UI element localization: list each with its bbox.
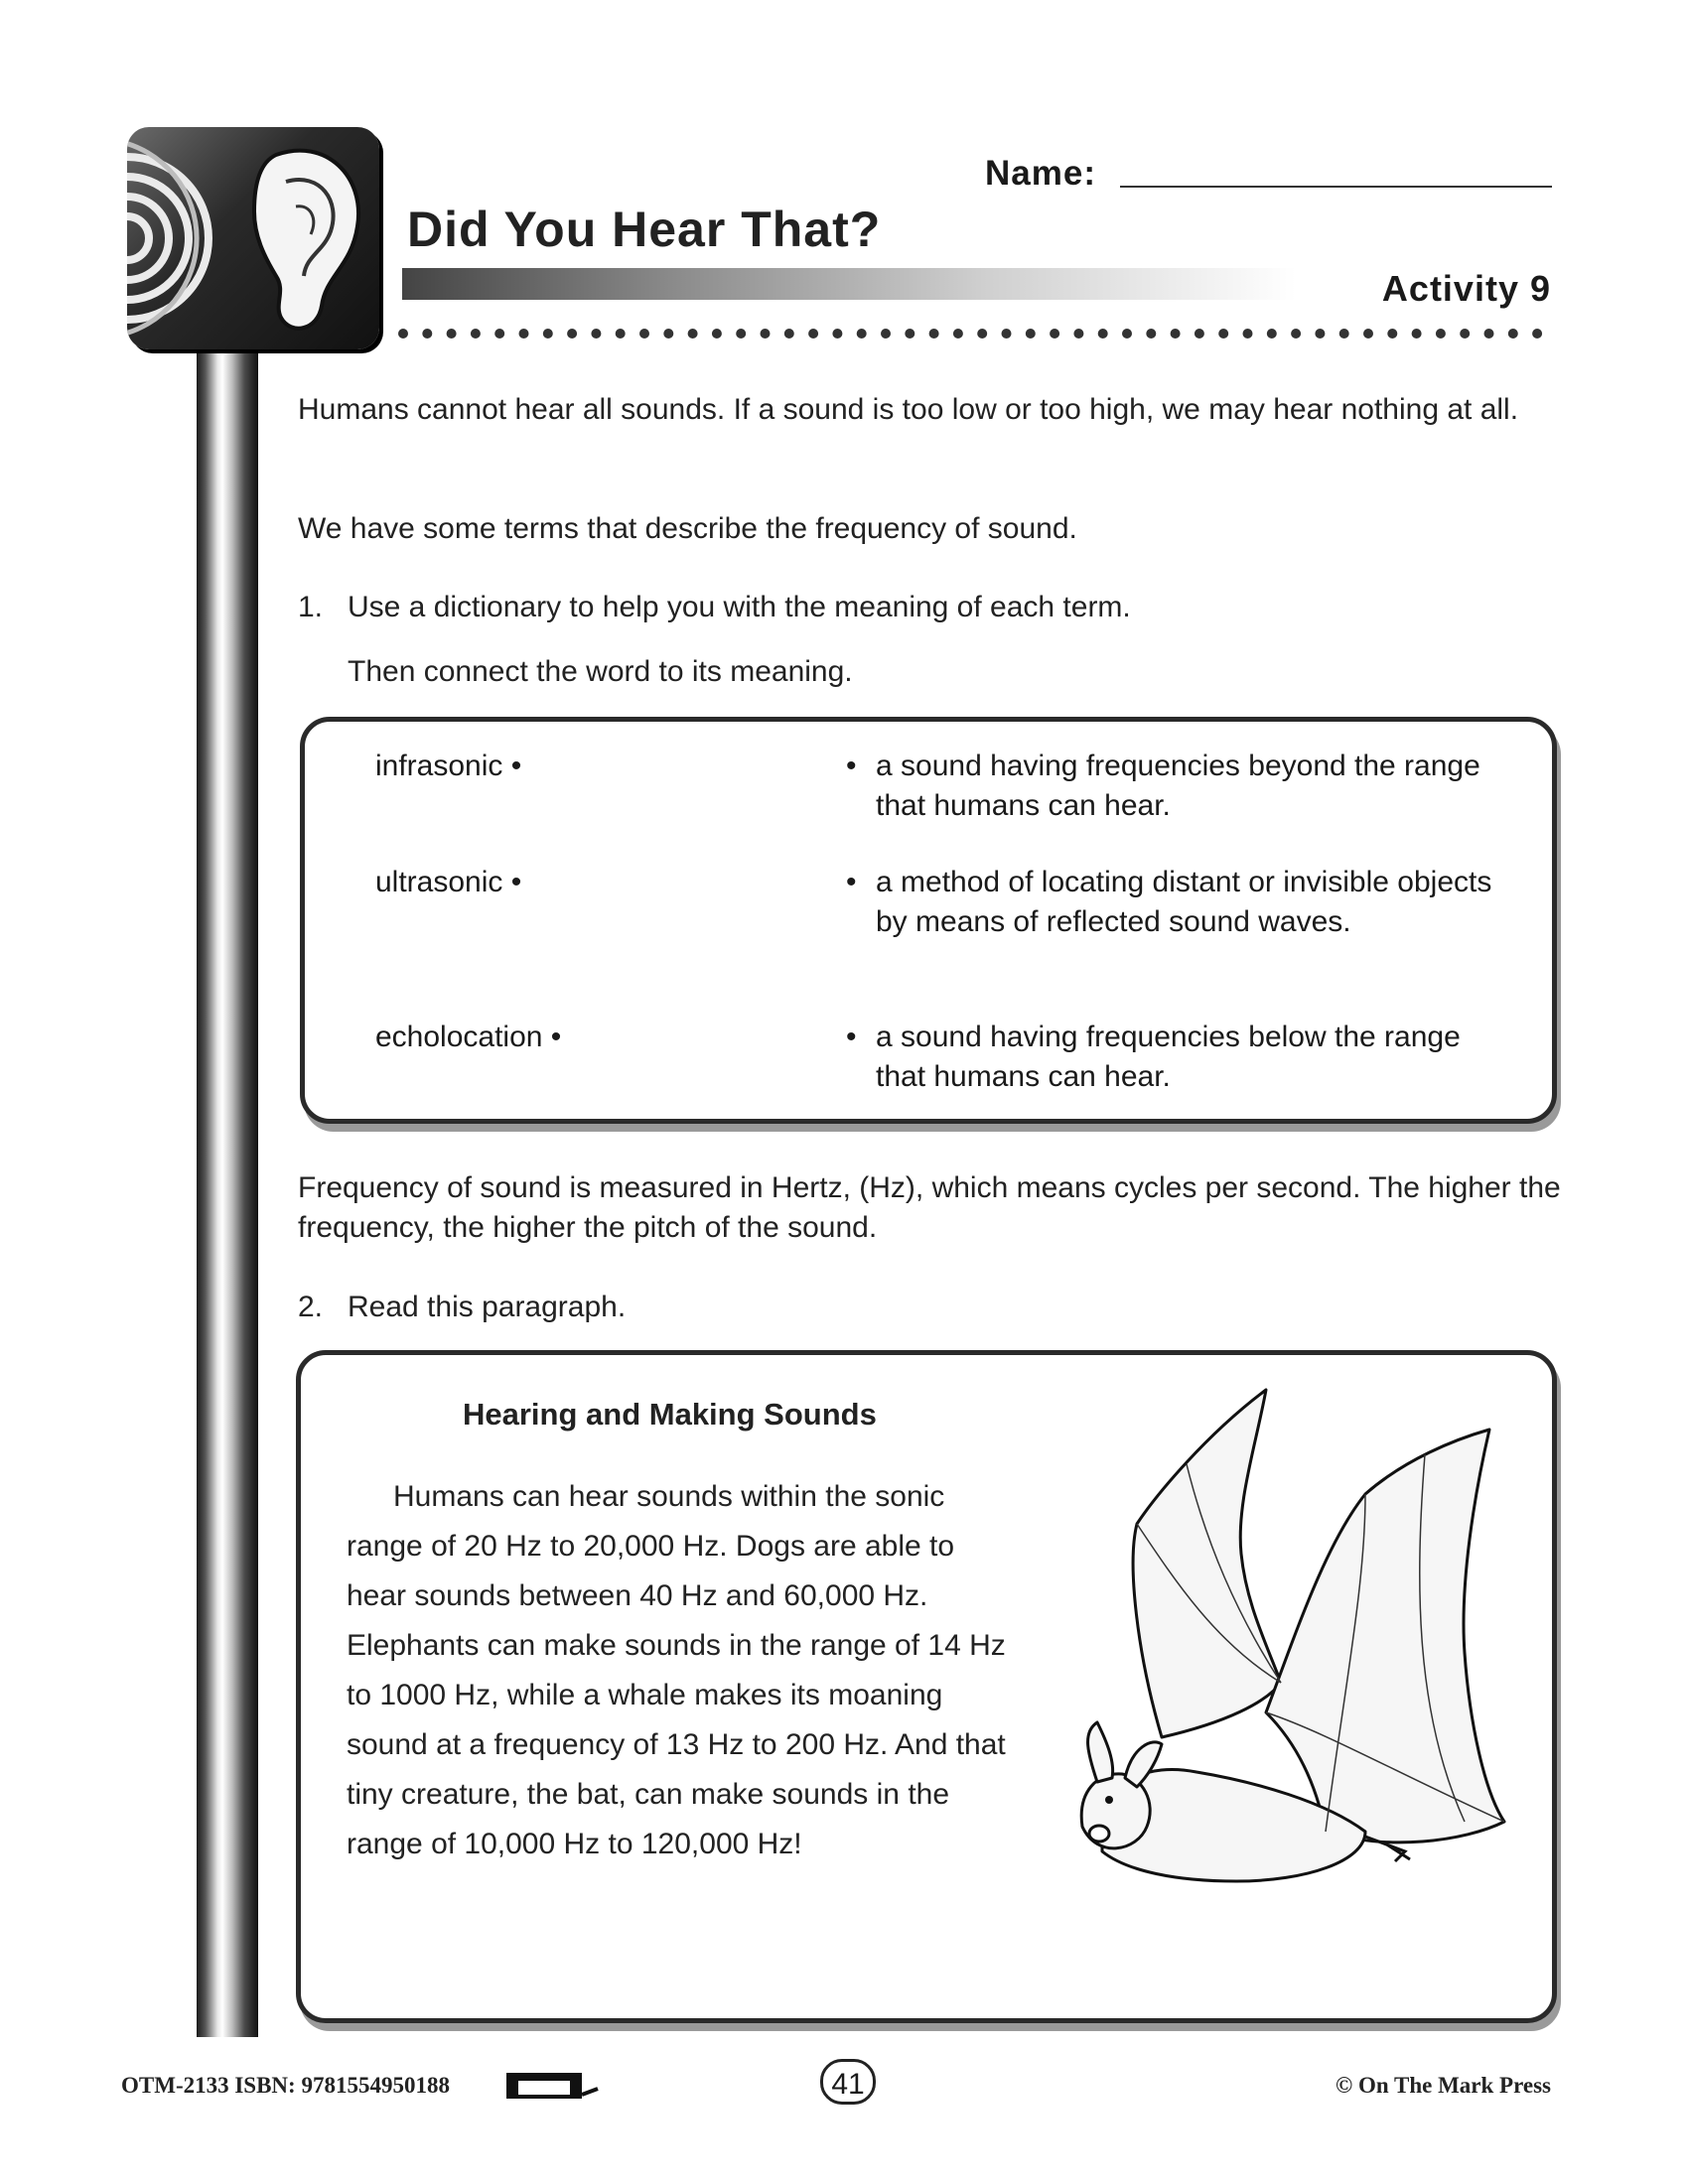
divider-dot (1073, 329, 1083, 339)
divider-dot (857, 329, 867, 339)
divider-dot (1412, 329, 1422, 339)
sound-wave-ear-icon (127, 127, 379, 349)
divider-dot (784, 329, 794, 339)
divider-dot (398, 329, 408, 339)
divider-dot (1243, 329, 1253, 339)
divider-dot (808, 329, 818, 339)
divider-dot (881, 329, 891, 339)
divider-dot (471, 329, 481, 339)
divider-dot (1363, 329, 1373, 339)
definition-3[interactable] (846, 1018, 1501, 1097)
divider-dot (1484, 329, 1494, 339)
page-title: Did You Hear That? (407, 202, 882, 257)
divider-dot (639, 329, 649, 339)
divider-dot (1122, 329, 1132, 339)
divider-dot (1146, 329, 1156, 339)
divider-dot (1026, 329, 1036, 339)
bullet-dot-icon: • (846, 750, 857, 782)
divider-dot (929, 329, 939, 339)
story-paragraph: Humans can hear sounds within the sonic range of 20 Hz to 20,000 Hz. Dogs are able to hear sounds between 40 Hz and 60,000 Hz. Elephants can make sounds in the range of 14 Hz to 1000 Hz, while a whale makes its moaning sound at a frequency of 13 Hz to 200 Hz. And that tiny creature, the bat, can make sounds in the range of 10,000 Hz to 120,000 Hz! (347, 1480, 1006, 1860)
question-1-number: 1. (298, 591, 324, 623)
term-echolocation[interactable]: echolocation • (375, 1021, 562, 1053)
divider-dot (1002, 329, 1012, 339)
divider-dot (712, 329, 722, 339)
bullet-dot-icon: • (846, 866, 857, 898)
divider-dot (1339, 329, 1349, 339)
divider-dot (616, 329, 626, 339)
term-ultrasonic[interactable]: ultrasonic • (375, 866, 522, 898)
question-1-subtext: Then connect the word to its meaning. (348, 655, 853, 688)
term-infrasonic[interactable]: infrasonic • (375, 750, 522, 782)
divider-dot (494, 329, 504, 339)
definition-2[interactable] (846, 863, 1501, 942)
story-title: Hearing and Making Sounds (463, 1397, 877, 1432)
frequency-note: Frequency of sound is measured in Hertz, (Hz), which means cycles per second. The higher the frequency, the higher the pitch of the sound. (298, 1171, 1561, 1244)
page-number: 41 (820, 2059, 876, 2105)
divider-dot (1171, 329, 1181, 339)
divider-dot (1508, 329, 1518, 339)
divider-dot (1315, 329, 1325, 339)
divider-dot (1195, 329, 1204, 339)
question-2-text: Read this paragraph. (348, 1291, 627, 1323)
divider-dot (761, 329, 771, 339)
divider-dot (736, 329, 746, 339)
footer-isbn: OTM-2133 ISBN: 9781554950188 (121, 2073, 450, 2098)
definition-1-text: a sound having frequencies beyond the range that humans can hear. (876, 750, 1480, 822)
copyright: © On The Mark Press (1336, 2073, 1551, 2098)
divider-dot (832, 329, 842, 339)
divider-dot (1387, 329, 1397, 339)
divider-dot (519, 329, 529, 339)
question-1-text: Use a dictionary to help you with the meaning of each term. (348, 591, 1131, 623)
divider-dot (905, 329, 914, 339)
ear-logo (127, 127, 379, 349)
divider-dot (422, 329, 432, 339)
divider-dot (1267, 329, 1277, 339)
divider-dot (567, 329, 577, 339)
divider-dot (663, 329, 673, 339)
book-icon (504, 2069, 600, 2103)
bullet-dot-icon: • (846, 1021, 857, 1053)
divider-dot (1532, 329, 1542, 339)
activity-label: Activity 9 (1381, 268, 1551, 309)
divider-dot (1050, 329, 1059, 339)
definition-2-text: a method of locating distant or invisible objects by means of reflected sound waves. (876, 866, 1492, 938)
dotted-divider (395, 326, 1557, 341)
bat-illustration (1067, 1385, 1534, 1921)
name-label: Name: (985, 154, 1096, 193)
name-field-line[interactable] (1120, 186, 1552, 188)
divider-dot (591, 329, 601, 339)
definition-3-text: a sound having frequencies below the range that humans can hear. (876, 1021, 1461, 1093)
terms-intro-text: We have some terms that describe the frequency of sound. (298, 512, 1077, 545)
divider-dot (1460, 329, 1470, 339)
divider-dot (1218, 329, 1228, 339)
divider-dot (1098, 329, 1108, 339)
divider-dot (953, 329, 963, 339)
definition-1[interactable] (846, 747, 1501, 826)
divider-dot (447, 329, 457, 339)
divider-dot (543, 329, 553, 339)
divider-dot (1436, 329, 1446, 339)
divider-dot (1291, 329, 1301, 339)
title-gradient-bar (402, 268, 1296, 300)
intro-text: Humans cannot hear all sounds. If a sound is too low or too high, we may hear nothing at all. (298, 393, 1519, 426)
divider-dot (688, 329, 698, 339)
question-2-number: 2. (298, 1291, 324, 1323)
decorative-pole (197, 338, 258, 2037)
divider-dot (977, 329, 987, 339)
